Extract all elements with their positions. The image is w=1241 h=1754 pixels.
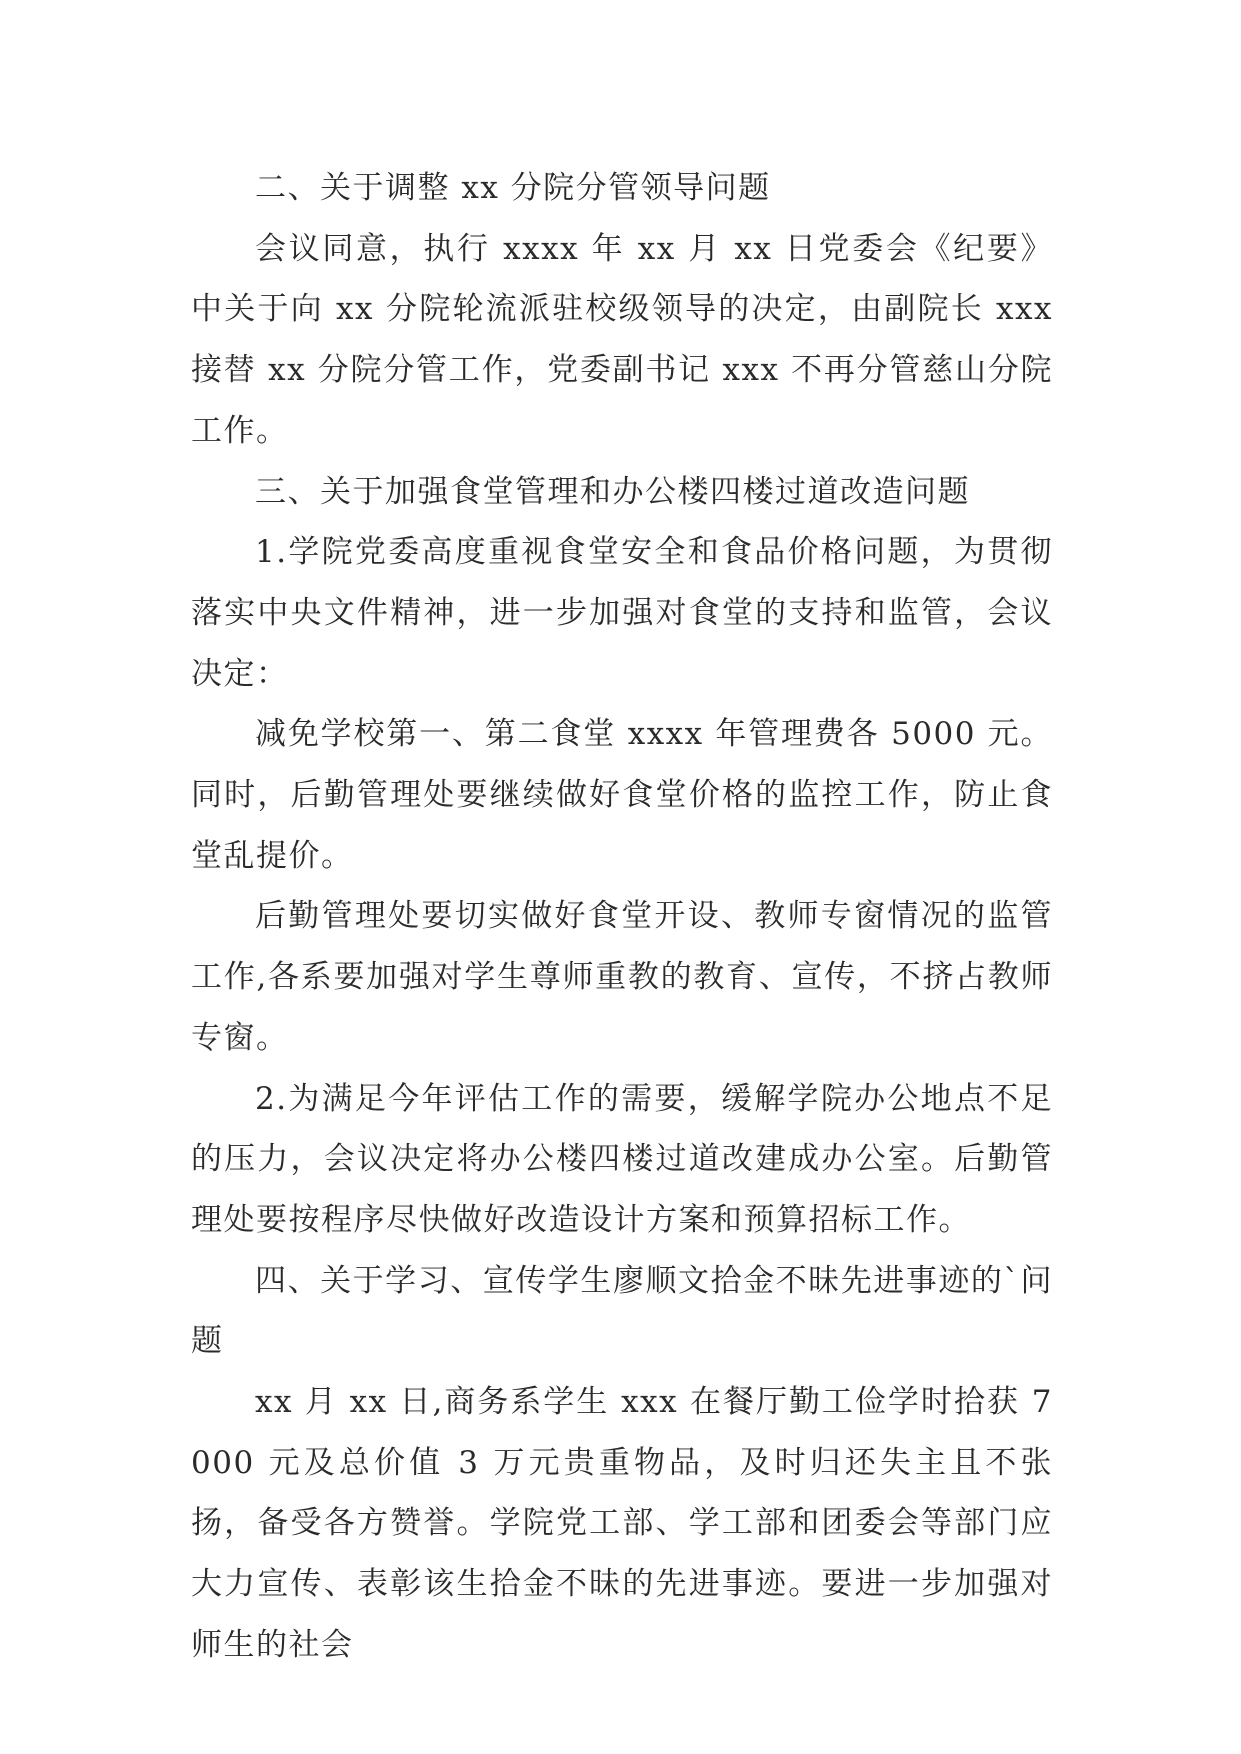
paragraph-office-renovation: 2.为满足今年评估工作的需要，缓解学院办公地点不足的压力，会议决定将办公楼四楼过道改建成办公室。后勤管理处要按程序尽快做好改造设计方案和预算招标工作。 [191, 1080, 1053, 1238]
section-heading-3: 三、关于加强食堂管理和办公楼四楼过道改造问题 [255, 473, 970, 510]
paragraph-teacher-window: 后勤管理处要切实做好食堂开设、教师专窗情况的监管工作,各系要加强对学生尊师重教的教育、宣传，不挤占教师专窗。 [191, 898, 1053, 1056]
paragraph-student-deed: xx 月 xx 日,商务系学生 xxx 在餐厅勤工俭学时拾获 7000 元及总价值 3 万元贵重物品，及时归还失主且不张扬，备受各方赞誉。学院党工部、学工部和团委会等部门应大力宣传、表彰该生拾金不昧的先进事迹。要进一步加强对师生的社会 [191, 1384, 1053, 1663]
section-heading-4: 四、关于学习、宣传学生廖顺文拾金不昧先进事迹的`问题 [191, 1262, 1053, 1360]
section-heading-2: 二、关于调整 xx 分院分管领导问题 [255, 170, 771, 206]
document-body [191, 158, 1053, 1676]
paragraph-canteen-fee: 减免学校第一、第二食堂 xxxx 年管理费各 5000 元。同时，后勤管理处要继续做好食堂价格的监控工作，防止食堂乱提价。 [191, 716, 1053, 874]
paragraph-leader-adjustment: 会议同意，执行 xxxx 年 xx 月 xx 日党委会《纪要》中关于向 xx 分院轮流派驻校级领导的决定，由副院长 xxx 接替 xx 分院分管工作，党委副书记 xxx 不再分管慈山分院工作。 [191, 230, 1053, 449]
paragraph-canteen-item-1: 1.学院党委高度重视食堂安全和食品价格问题，为贯彻落实中央文件精神，进一步加强对食堂的支持和监管，会议决定： [191, 534, 1053, 692]
